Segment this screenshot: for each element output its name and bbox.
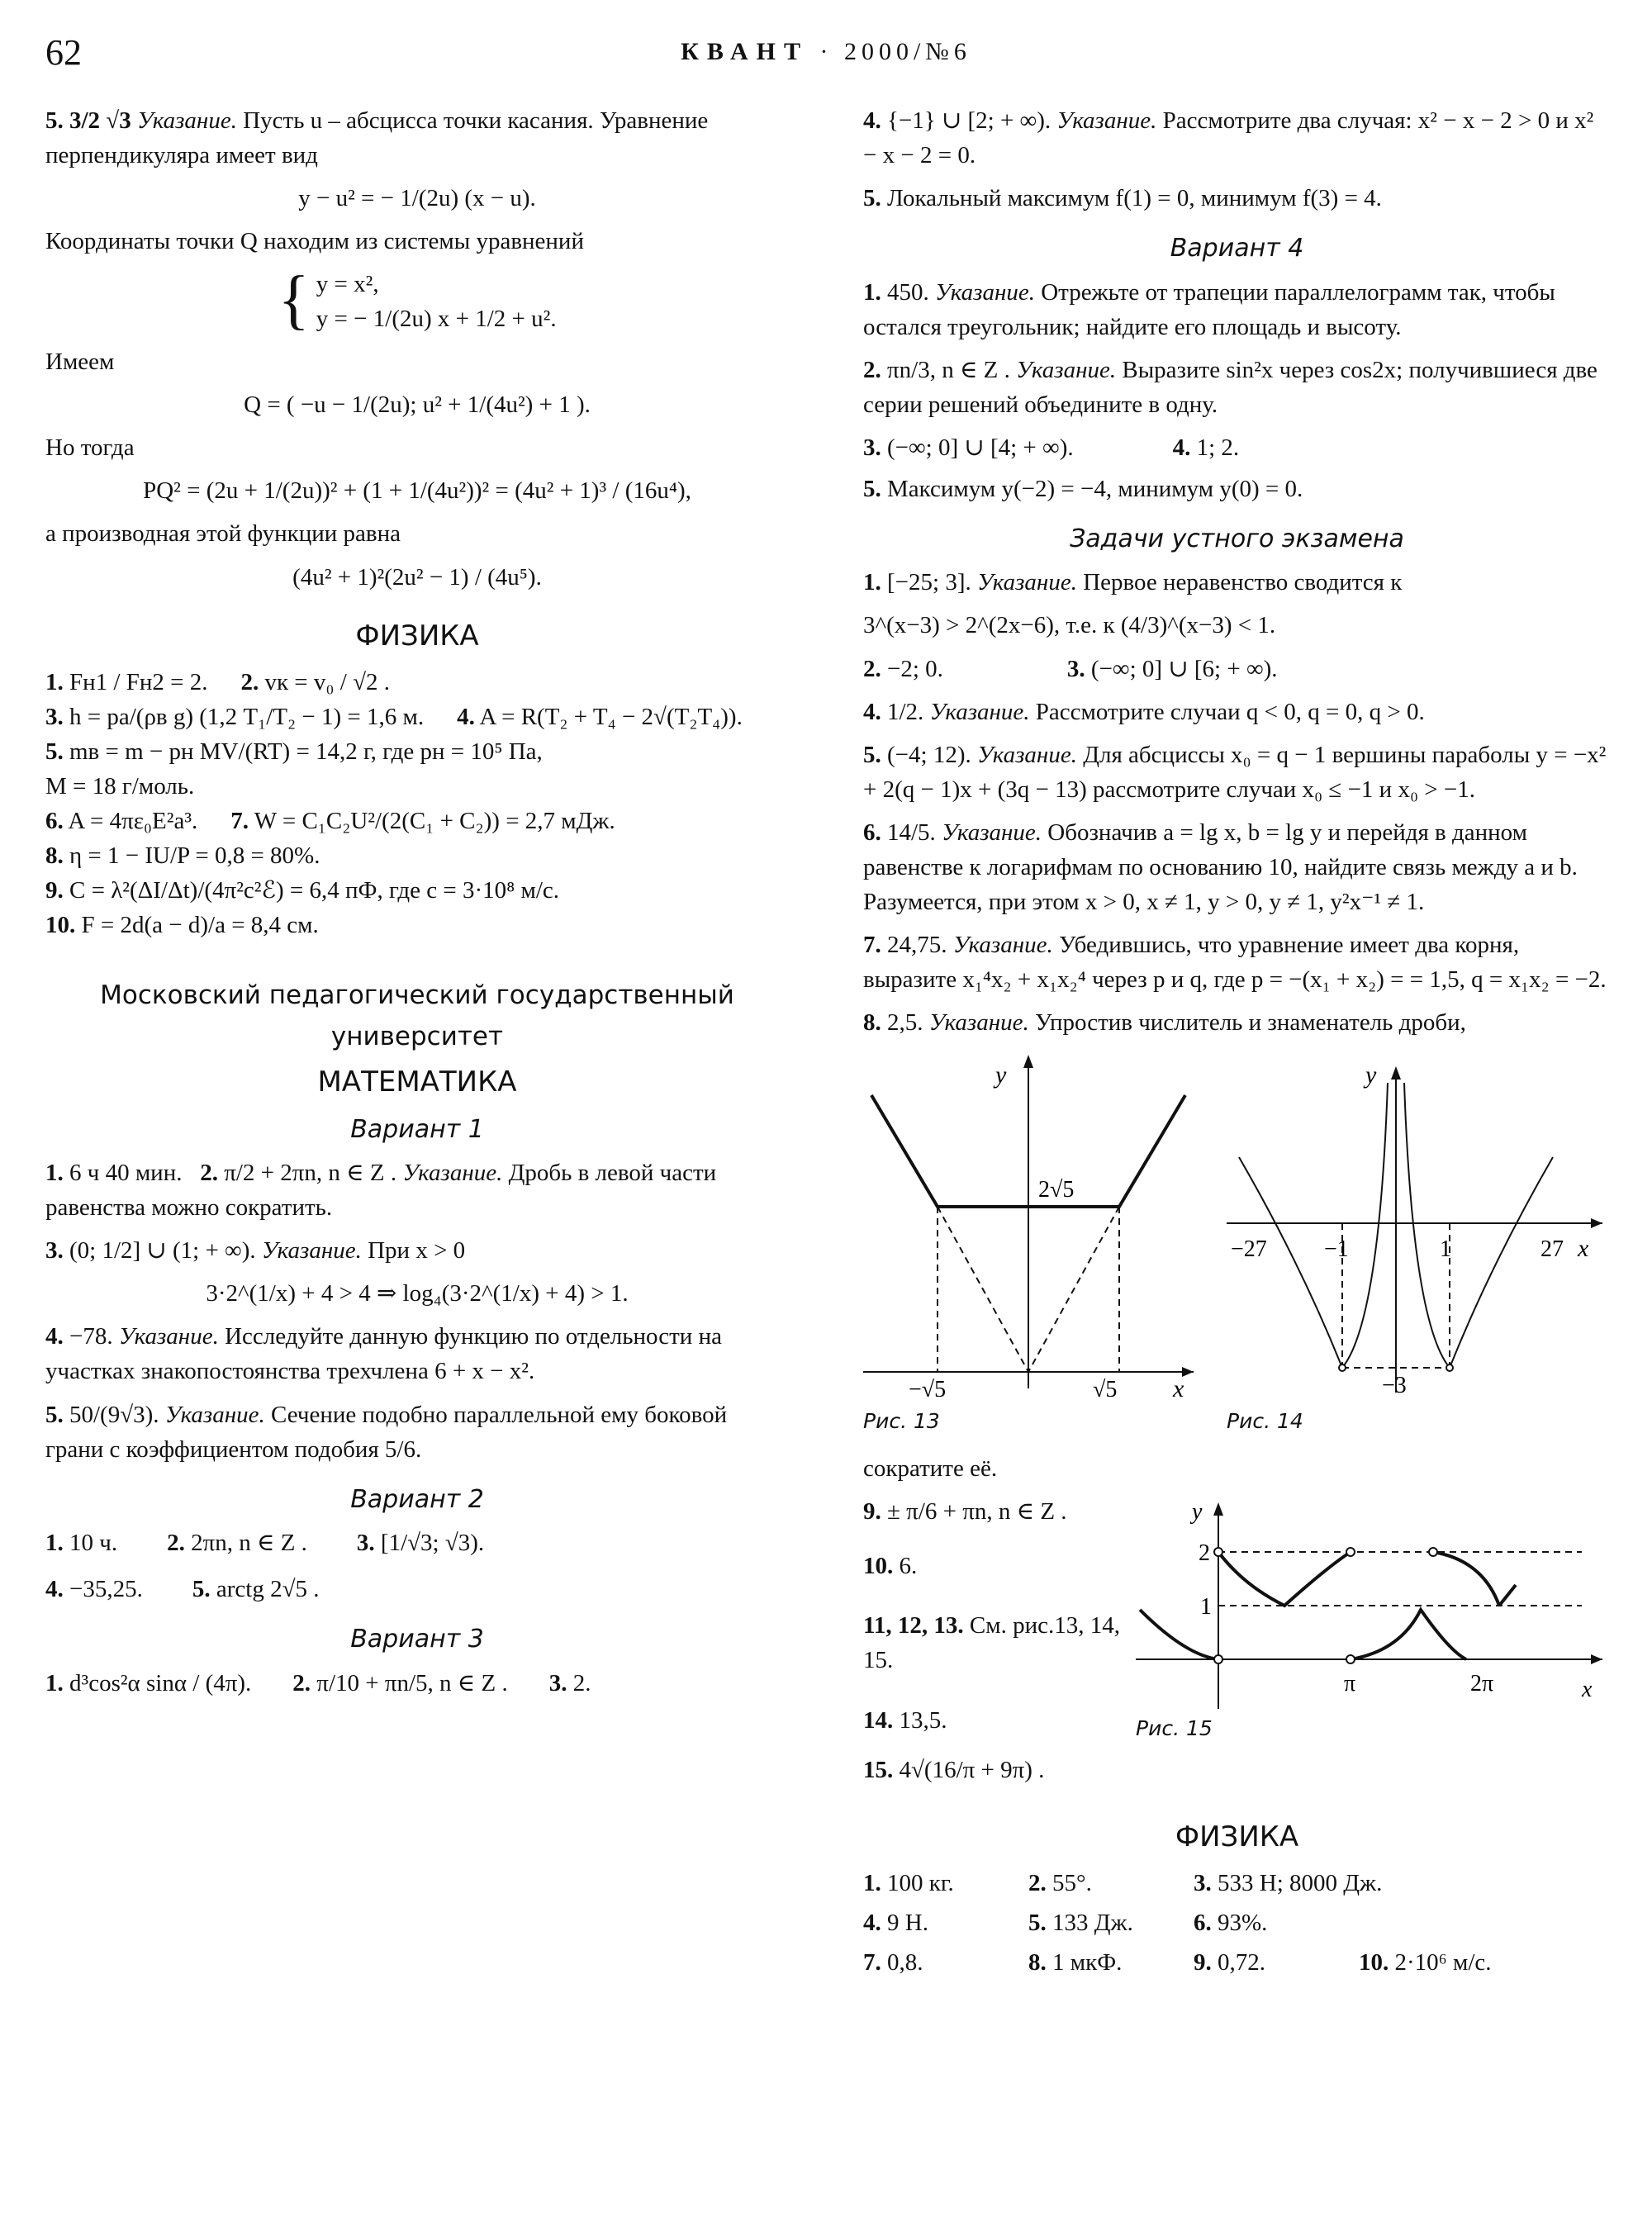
text-span: Московский педагогический государственный (100, 980, 734, 1011)
answer-item (863, 1703, 1136, 1738)
y-axis-label: y (1192, 1499, 1203, 1526)
text-span: Дробь в левой части равенства можно сократить. (45, 1160, 717, 1222)
answer-item (863, 1005, 1611, 1040)
answer-row (45, 1666, 789, 1701)
answer-item (1194, 1866, 1574, 1900)
answers-and-figure-15 (863, 1494, 1611, 1795)
text-span: 7. (230, 808, 249, 835)
text-span: 3. (45, 703, 64, 730)
text-span: M = 18 г/моль. (45, 773, 195, 800)
text-span: arctg 2√5 . (216, 1576, 320, 1603)
text-span: 6. (1194, 1909, 1212, 1936)
text-span: −78. (69, 1323, 113, 1350)
text-span: Отрежьте от трапеции параллелограмм так, чтобы остался треугольник; найдите его площадь и высоту. (863, 278, 1555, 340)
text-line: Имеем (45, 349, 115, 376)
answer-item (45, 1233, 789, 1268)
text-span: π/10 + πn/5, n ∈ Z . (316, 1669, 508, 1696)
answer-item (863, 103, 1611, 173)
x-axis-label: x (1578, 1234, 1589, 1262)
text-span: 6. (45, 808, 64, 835)
text-span: Указание. (935, 278, 1035, 306)
answer-item (863, 1753, 1136, 1787)
text-span: y = x², (316, 271, 379, 298)
left-column (45, 103, 789, 1701)
text-span: πn/3, n ∈ Z . (887, 356, 1010, 383)
text-span: 4. (457, 703, 475, 730)
answer-item (863, 353, 1611, 422)
tick-label: 27 (1540, 1236, 1564, 1262)
answer-item (863, 1945, 1028, 1980)
text-span: Fн1 / Fн2 = 2. (69, 668, 208, 695)
right-column (863, 103, 1611, 1980)
text-span: Пусть u – абсцисса точки касания. Уравнение перпендикуляра имеет вид (45, 107, 709, 169)
text-span: 3. (1194, 1869, 1212, 1896)
text-span: η = 1 − IU/P = 0,8 = 80%. (69, 842, 320, 870)
text-span: 5. (1028, 1909, 1047, 1936)
tick-label: 1 (1200, 1594, 1212, 1620)
text-span: 2πn, n ∈ Z . (191, 1530, 307, 1557)
y-axis-label: y (995, 1061, 1007, 1089)
text-span: 9. (45, 877, 64, 904)
answer-item (863, 1549, 1136, 1583)
text-span: Упростив числитель и знаменатель дроби, (1034, 1008, 1466, 1036)
answer-item (863, 815, 1611, 919)
text-span: 3. (863, 434, 881, 461)
text-span: 1. (863, 278, 881, 306)
text-span: 4. (45, 1323, 64, 1350)
figure-14-graph (1227, 1050, 1607, 1397)
text-span: 8. (45, 842, 64, 870)
tick-label: −√5 (909, 1376, 947, 1397)
text-span: 50/(9√3). (69, 1401, 159, 1428)
answer-item (45, 1397, 789, 1467)
journal-issue: · 2000/№6 (819, 38, 971, 65)
answer-item (45, 1319, 789, 1388)
variant-title: Вариант 2 (350, 1484, 484, 1514)
text-span: 93%. (1218, 1909, 1268, 1936)
text-span: Обозначив a = lg x, b = lg y и перейдя в данном равенстве к логарифмам по основанию 10, найдите связь между a и b. Разумеется, при этом x > 0, x ≠ 1, y > 0, y ≠ 1, y²x⁻¹ ≠ 1. (863, 819, 1578, 915)
text-span: Указание. (952, 931, 1053, 958)
tick-label: 2√5 (1038, 1176, 1075, 1203)
x-axis-label: x (1173, 1374, 1184, 1397)
text-span: Указание. (402, 1160, 503, 1187)
answer-item (1359, 1945, 1574, 1980)
text-span: 14. (863, 1706, 894, 1734)
text-span: 3/2 √3 (69, 107, 131, 134)
text-span: 2,5. (887, 1008, 923, 1036)
text-line: Координаты точки Q находим из системы уравнений (45, 228, 584, 255)
text-line: Но тогда (45, 434, 135, 462)
text-span: См. рис.13, 14, 15. (863, 1612, 1120, 1674)
answer-item (1028, 1945, 1194, 1980)
text-span: ± π/6 + πn, n ∈ Z . (887, 1498, 1067, 1526)
text-span: 2. (863, 655, 881, 682)
text-span: 2. (863, 356, 881, 383)
text-span: 15. (863, 1756, 894, 1783)
tick-label: √5 (1093, 1376, 1118, 1397)
tick-label: 1 (1440, 1236, 1451, 1262)
text-span: 1. (863, 1869, 881, 1896)
tick-label: π (1344, 1671, 1356, 1697)
formula: 3·2^(1/x) + 4 > 4 ⇒ log₄(3·2^(1/x) + 4) > 1. (206, 1280, 629, 1307)
answer-item (863, 472, 1611, 506)
answer-item (863, 928, 1611, 997)
figure-caption: Рис. 13 (863, 1409, 940, 1434)
text-line: сократите её. (863, 1455, 998, 1483)
text-span: Максимум y(−2) = −4, минимум y(0) = 0. (887, 475, 1303, 502)
equation-system: { y = x², y = − 1/(2u) x + 1/2 + u². (278, 263, 557, 337)
text-span: 133 Дж. (1052, 1909, 1133, 1936)
formula: Q = ( −u − 1/(2u); u² + 1/(4u²) + 1 ). (244, 391, 591, 419)
answer-row (45, 665, 789, 700)
section-title: МАТЕМАТИКА (317, 1065, 517, 1099)
formula: (4u² + 1)²(2u² − 1) / (4u⁵). (292, 563, 542, 591)
figure-15-graph (1136, 1494, 1607, 1717)
answer-item (45, 1155, 789, 1225)
text-span: vк = v₀ / √2 . (264, 668, 390, 695)
text-span: Указание. (164, 1401, 265, 1428)
answer-row (863, 430, 1611, 465)
answer-item (1194, 1905, 1574, 1940)
answer-item (863, 1866, 1028, 1900)
section-title: ФИЗИКА (355, 619, 479, 652)
text-span: Указание. (1056, 107, 1157, 134)
text-span: 4. (1172, 434, 1191, 461)
text-span: 2. (572, 1669, 591, 1696)
text-span: W = C₁C₂U²/(2(C₁ + C₂)) = 2,7 мДж. (254, 808, 615, 835)
text-span: 1. (863, 569, 881, 596)
text-span: 1/2. (887, 698, 924, 725)
text-span: 1. (45, 668, 64, 695)
figure-13-graph (863, 1050, 1202, 1397)
answer-item (863, 1905, 1028, 1940)
text-span: 4. (863, 698, 881, 725)
text-span: 3. (45, 1237, 64, 1265)
text-span: Убедившись, что уравнение имеет два корня, выразите x₁⁴x₂ + x₁x₂⁴ через p и q, где p = −(x₁ + x₂) = = 1,5, q = x₁x₂ = −2. (863, 931, 1607, 993)
answer-item (1194, 1945, 1359, 1980)
formula: y − u² = − 1/(2u) (x − u). (298, 185, 536, 212)
text-span: (0; 1/2] ∪ (1; + ∞). (69, 1237, 256, 1265)
text-span: Указание. (928, 1008, 1029, 1036)
figure-14 (1227, 1050, 1607, 1436)
formula: PQ² = (2u + 1/(2u))² + (1 + 1/(4u²))² = (4u² + 1)³ / (16u⁴), (143, 477, 691, 505)
text-span: C = λ²(ΔI/Δt)/(4π²c²ℰ) = 6,4 пФ, где c = 3·10⁸ м/с. (69, 877, 560, 904)
text-span: 11, 12, 13. (863, 1612, 964, 1639)
text-span: 7. (863, 1949, 881, 1976)
text-span: 1. (45, 1160, 64, 1187)
text-span: Указание. (942, 819, 1042, 846)
answer-item (863, 1494, 1136, 1529)
text-line: а производная этой функции равна (45, 520, 401, 548)
physics-answers (863, 1866, 1611, 1980)
text-span: A = 4πε₀E²a³. (68, 808, 198, 835)
text-span: F = 2d(a − d)/a = 8,4 см. (81, 912, 319, 939)
text-span: 8. (1028, 1949, 1047, 1976)
text-span: 9. (863, 1498, 881, 1526)
text-span: Указание. (929, 698, 1030, 725)
text-span: [1/√3; √3). (380, 1530, 485, 1557)
tick-label: −1 (1324, 1236, 1349, 1262)
university-title (45, 975, 789, 1057)
section-subtitle: Задачи устного экзамена (1070, 524, 1404, 553)
figure-caption: Рис. 15 (1136, 1716, 1213, 1741)
text-span: Выразите sin²x через cos2x; получившиеся две серии решений объедините в одну. (863, 356, 1597, 418)
answer-line (45, 769, 789, 804)
answer-row (45, 804, 789, 838)
answer-row (45, 1526, 789, 1560)
answer-line (45, 838, 789, 873)
answer-item (1028, 1905, 1194, 1940)
text-span: 9. (1194, 1949, 1212, 1976)
tick-label: 2π (1470, 1671, 1494, 1697)
text-span: Исследуйте данную функцию по отдельности на участках знакопостоянства трехчлена 6 + x − x². (45, 1323, 722, 1385)
text-span: 0,72. (1218, 1949, 1265, 1976)
journal-name: КВАНТ (681, 38, 809, 65)
tick-label: 2 (1199, 1540, 1210, 1567)
answer-item (1028, 1866, 1194, 1900)
answer-item (863, 1608, 1136, 1677)
text-span: (−4; 12). (887, 741, 971, 768)
text-span: {−1} ∪ [2; + ∞). (887, 107, 1051, 134)
figure-15 (1136, 1494, 1607, 1795)
text-span: −35,25. (69, 1576, 143, 1603)
text-span: 2. (200, 1160, 218, 1187)
text-span: A = R(T₂ + T₄ − 2√(T₂T₄)). (479, 703, 743, 730)
answer-row (45, 1572, 789, 1606)
figure-caption: Рис. 14 (1227, 1409, 1303, 1434)
text-span: (−∞; 0] ∪ [6; + ∞). (1090, 655, 1278, 682)
tick-label: −27 (1231, 1236, 1267, 1262)
text-span: Указание. (976, 569, 1077, 596)
text-span: 9 Н. (887, 1909, 928, 1936)
text-span: (−∞; 0] ∪ [4; + ∞). (887, 434, 1074, 461)
text-span: 6. (899, 1553, 918, 1580)
text-span: Для абсциссы x₀ = q − 1 вершины параболы y = −x² + 2(q − 1)x + (3q − 13) рассмотрите случаи x₀ ≤ −1 и x₀ > −1. (863, 741, 1607, 803)
text-span: 24,75. (887, 931, 947, 958)
text-span: 10 ч. (69, 1530, 118, 1557)
text-span: Сечение подобно параллельной ему боковой грани с коэффициентом подобия 5/6. (45, 1401, 728, 1463)
text-span: 6. (863, 819, 881, 846)
text-span: 2. (240, 668, 259, 695)
answer-row (45, 700, 789, 734)
text-span: 4. (863, 1909, 881, 1936)
text-span: 55°. (1052, 1869, 1092, 1896)
answer-line (45, 734, 789, 769)
text-span: 13,5. (899, 1706, 947, 1734)
text-span: 2·10⁶ м/с. (1394, 1949, 1492, 1976)
text-span: 533 Н; 8000 Дж. (1218, 1869, 1383, 1896)
text-span: 1. (45, 1669, 64, 1696)
text-span: 0,8. (887, 1949, 923, 1976)
text-span: 2. (292, 1669, 311, 1696)
answer-line (45, 873, 789, 908)
text-span: 10. (1359, 1949, 1389, 1976)
answer-item (863, 738, 1611, 807)
text-span: 1; 2. (1196, 434, 1240, 461)
text-span: 5. (863, 475, 881, 502)
text-span: 5. (863, 185, 881, 212)
text-span: 5. (45, 1401, 64, 1428)
text-span: 10. (45, 912, 76, 939)
answer-list (863, 1494, 1136, 1795)
variant-title: Вариант 3 (350, 1625, 484, 1654)
text-span: 5. (192, 1576, 211, 1603)
answer-item (863, 565, 1611, 600)
text-span: университет (330, 1021, 504, 1051)
text-span: При x > 0 (368, 1237, 466, 1265)
answer-line (45, 908, 789, 942)
text-span: h = pа/(ρв g) (1,2 T₁/T₂ − 1) = 1,6 м. (69, 703, 425, 730)
answer-item (863, 275, 1611, 344)
text-span: Указание. (1016, 356, 1117, 383)
answer-row (863, 652, 1611, 686)
text-span: Указание. (976, 741, 1077, 768)
page-header (45, 31, 1607, 81)
answer-item (863, 695, 1611, 729)
figures-13-14 (863, 1050, 1611, 1436)
text-span: mв = m − pн MV/(RT) = 14,2 г, где pн = 10⁵ Па, (69, 738, 543, 765)
text-span: 4. (45, 1576, 64, 1603)
text-span: −2; 0. (887, 655, 943, 682)
text-span: 7. (863, 931, 881, 958)
text-span: π/2 + 2πn, n ∈ Z . (224, 1160, 397, 1187)
text-span: 5. (863, 741, 881, 768)
text-span: Указание. (118, 1323, 219, 1350)
text-span: 100 кг. (887, 1869, 954, 1896)
variant-title: Вариант 1 (350, 1114, 484, 1144)
text-span: 1. (45, 1530, 64, 1557)
text-span: 2. (1028, 1869, 1047, 1896)
text-span: 1 мкФ. (1052, 1949, 1123, 1976)
text-span: y = − 1/(2u) x + 1/2 + u². (316, 306, 557, 333)
text-span: Первое неравенство сводится к (1083, 569, 1403, 596)
text-span: 4. (863, 107, 881, 134)
text-span: Указание. (261, 1237, 362, 1265)
formula: 3^(x−3) > 2^(2x−6), т.е. к (4/3)^(x−3) < 1. (863, 612, 1276, 639)
figure-13 (863, 1050, 1202, 1436)
text-span: Рассмотрите два случая: x² − x − 2 > 0 и x² − x − 2 = 0. (863, 107, 1594, 169)
text-span: [−25; 3]. (887, 569, 971, 596)
text-span: 5. (45, 738, 64, 765)
text-span: 4√(16/π + 9π) . (899, 1756, 1045, 1783)
text-span: 3. (548, 1669, 567, 1696)
text-span: 3. (1066, 655, 1085, 682)
text-span: 8. (863, 1008, 881, 1036)
running-title (45, 38, 1607, 66)
text-span: 5. (45, 107, 64, 134)
page-number: 62 (45, 32, 82, 73)
text-span: 10. (863, 1553, 894, 1580)
text-span: 450. (887, 278, 929, 306)
y-axis-label: y (1365, 1061, 1377, 1089)
text-span: d³cos²α sinα / (4π). (69, 1669, 252, 1696)
text-span: 2. (167, 1530, 185, 1557)
variant-title: Вариант 4 (1170, 234, 1304, 263)
text-span: 14/5. (887, 819, 936, 846)
text-span: 3. (356, 1530, 375, 1557)
text-span: Указание. (136, 107, 237, 134)
x-axis-label: x (1582, 1677, 1593, 1703)
answer-item (863, 181, 1611, 216)
answer-item (45, 103, 789, 173)
text-span: 6 ч 40 мин. (69, 1160, 183, 1187)
text-span: Локальный максимум f(1) = 0, минимум f(3) = 4. (887, 185, 1382, 212)
section-title: ФИЗИКА (1175, 1820, 1299, 1853)
text-span: Рассмотрите случаи q < 0, q = 0, q > 0. (1035, 698, 1425, 725)
tick-label: −3 (1382, 1372, 1407, 1397)
